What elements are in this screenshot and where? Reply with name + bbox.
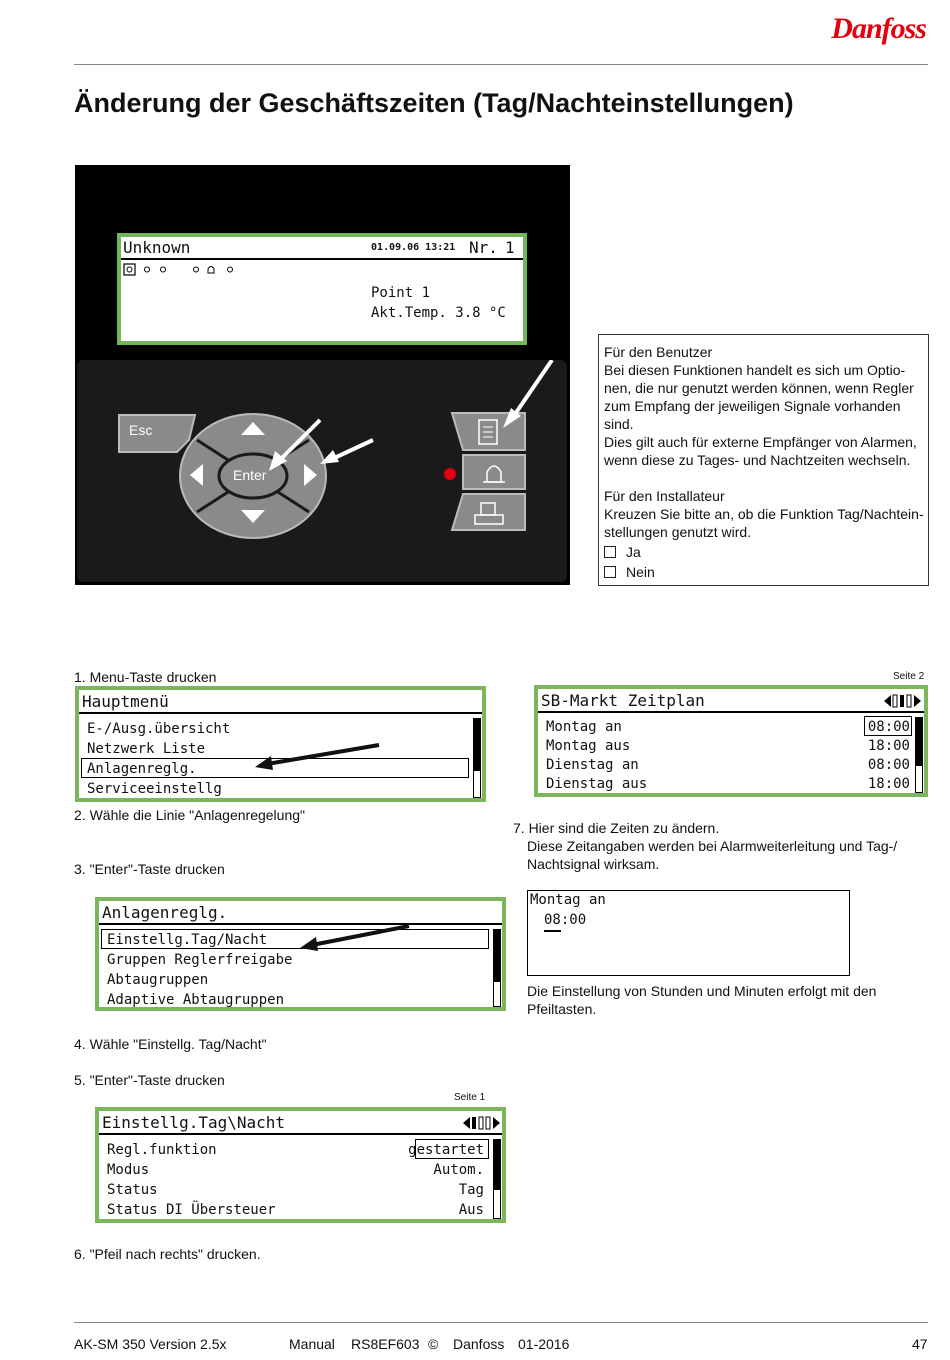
step-2: 2. Wähle die Linie "Anlagenregelung": [74, 807, 305, 823]
step-8: Pfeiltasten.: [527, 1001, 597, 1017]
page-number: 47: [912, 1336, 928, 1352]
keypad-shapes: [77, 360, 567, 582]
footer-copyright: ©: [428, 1336, 439, 1352]
step-4: 4. Wähle "Einstellg. Tag/Nacht": [74, 1036, 267, 1052]
schedule-label: Dienstag an: [546, 757, 639, 773]
setting-label: Status: [107, 1182, 158, 1198]
info-box: [598, 334, 929, 586]
installer-line: stellungen genutzt wird.: [604, 524, 752, 540]
user-line: nen, die nur genutzt werden können, wenn Regler: [604, 380, 914, 396]
menu-item[interactable]: Netzwerk Liste: [87, 741, 206, 757]
option-ja-label: Ja: [626, 544, 641, 560]
setting-label: Modus: [107, 1162, 150, 1178]
menu-item-selected[interactable]: Anlagenreglg.: [87, 761, 197, 777]
installer-line: Kreuzen Sie bitte an, ob die Funktion Tag/Nachtein-: [604, 506, 924, 522]
lcd-anlagenreglg: [95, 897, 506, 1011]
schedule-label: Montag aus: [546, 738, 631, 754]
pointer-arrow: [294, 923, 414, 953]
menu-item[interactable]: Adaptive Abtaugruppen: [107, 992, 285, 1008]
scrollbar[interactable]: [473, 718, 481, 798]
page-title: Änderung der Geschäftszeiten (Tag/Nachteinstellungen): [74, 88, 794, 118]
schedule-label: Montag an: [546, 719, 622, 735]
scrollbar[interactable]: [493, 929, 501, 1007]
device-nr-value: 1: [505, 238, 515, 257]
user-line: zum Empfang der jeweiligen Signale vorhanden: [604, 398, 901, 414]
footer-manual: Manual: [289, 1336, 335, 1352]
device-status-icons: [123, 263, 243, 277]
menu-item[interactable]: Serviceeinstellg: [87, 781, 222, 797]
footer-code: RS8EF603: [351, 1336, 420, 1352]
schedule-time[interactable]: 18:00: [867, 776, 910, 792]
schedule-time-selected[interactable]: 08:00: [867, 719, 910, 735]
user-line: Bei diesen Funktionen handelt es sich um Optio-: [604, 362, 906, 378]
device-screen: [117, 233, 527, 345]
checkbox-ja[interactable]: [604, 546, 616, 558]
step-6: 6. "Pfeil nach rechts" drucken.: [74, 1246, 261, 1262]
esc-button[interactable]: Esc: [129, 422, 153, 438]
footer-date: 01-2016: [518, 1336, 570, 1352]
lcd-title: Hauptmenü: [79, 690, 482, 714]
footer-rule: [74, 1322, 928, 1323]
page-nav-icon[interactable]: [884, 694, 924, 708]
lcd-title: SB-Markt Zeitplan: [538, 689, 924, 713]
edit-popup: [527, 890, 850, 976]
setting-value[interactable]: Aus: [458, 1202, 484, 1218]
page-indicator-1: Seite 1: [454, 1092, 486, 1103]
device-keypad: [77, 360, 567, 582]
device-screen-divider: [121, 258, 523, 260]
menu-item[interactable]: Gruppen Reglerfreigabe: [107, 952, 293, 968]
device-panel: [75, 165, 570, 585]
step-7-detail: Diese Zeitangaben werden bei Alarmweiterleitung und Tag-/: [527, 838, 898, 854]
setting-label: Status DI Übersteuer: [107, 1202, 276, 1218]
setting-value-selected[interactable]: gestartet: [408, 1142, 484, 1158]
schedule-time[interactable]: 18:00: [867, 738, 910, 754]
footer-company: Danfoss: [453, 1336, 505, 1352]
device-nr-label: Nr.: [469, 238, 498, 257]
cursor-underline: [544, 930, 561, 932]
page-indicator-2: Seite 2: [893, 671, 925, 682]
page-nav-icon[interactable]: [463, 1116, 503, 1130]
alarm-button-shape: [463, 455, 525, 489]
user-line: sind.: [604, 416, 634, 432]
pointer-arrow: [249, 742, 389, 772]
danfoss-logo: Danfoss: [831, 12, 926, 45]
checkbox-nein[interactable]: [604, 566, 616, 578]
setting-value[interactable]: Autom.: [433, 1162, 484, 1178]
option-nein-label: Nein: [626, 564, 655, 580]
schedule-label: Dienstag aus: [546, 776, 648, 792]
user-heading: Für den Benutzer: [604, 344, 713, 360]
step-8: Die Einstellung von Stunden und Minuten erfolgt mit den: [527, 983, 877, 999]
footer-product: AK-SM 350 Version 2.5x: [74, 1336, 227, 1352]
lcd-zeitplan: [534, 685, 928, 797]
step-1: 1. Menu-Taste drucken: [74, 669, 217, 685]
schedule-time[interactable]: 08:00: [867, 757, 910, 773]
device-screen-title: Unknown: [123, 238, 191, 257]
lcd-title: Einstellg.Tag\Nacht: [99, 1111, 502, 1135]
edit-time-field[interactable]: 08:00: [544, 912, 587, 928]
step-3: 3. "Enter"-Taste drucken: [74, 861, 225, 877]
user-line: Dies gilt auch für externe Empfänger von Alarmen,: [604, 434, 917, 450]
installer-heading: Für den Installateur: [604, 488, 725, 504]
device-datetime: 01.09.06 13:21: [371, 242, 456, 253]
scrollbar[interactable]: [493, 1139, 501, 1219]
step-5: 5. "Enter"-Taste drucken: [74, 1072, 225, 1088]
lcd-title: Anlagenreglg.: [99, 901, 502, 925]
edit-label: Montag an: [530, 892, 606, 908]
device-temp: Akt.Temp. 3.8 °C: [371, 305, 506, 321]
scrollbar[interactable]: [915, 717, 923, 793]
menu-item-selected[interactable]: Einstellg.Tag/Nacht: [107, 932, 268, 948]
step-7: 7. Hier sind die Zeiten zu ändern.: [513, 820, 720, 836]
menu-item[interactable]: E-/Ausg.übersicht: [87, 721, 231, 737]
enter-button[interactable]: Enter: [233, 467, 267, 483]
device-point: Point 1: [371, 285, 431, 301]
lcd-hauptmenu: [75, 686, 486, 802]
lcd-tag-nacht: [95, 1107, 506, 1223]
header-rule: [74, 64, 928, 65]
user-line: wenn diese zu Tages- und Nachtzeiten wechseln.: [604, 452, 911, 468]
status-indicator-dot: [444, 468, 456, 480]
step-7-detail: Nachtsignal wirksam.: [527, 856, 660, 872]
setting-value[interactable]: Tag: [458, 1182, 484, 1198]
setting-label: Regl.funktion: [107, 1142, 217, 1158]
menu-item[interactable]: Abtaugruppen: [107, 972, 209, 988]
